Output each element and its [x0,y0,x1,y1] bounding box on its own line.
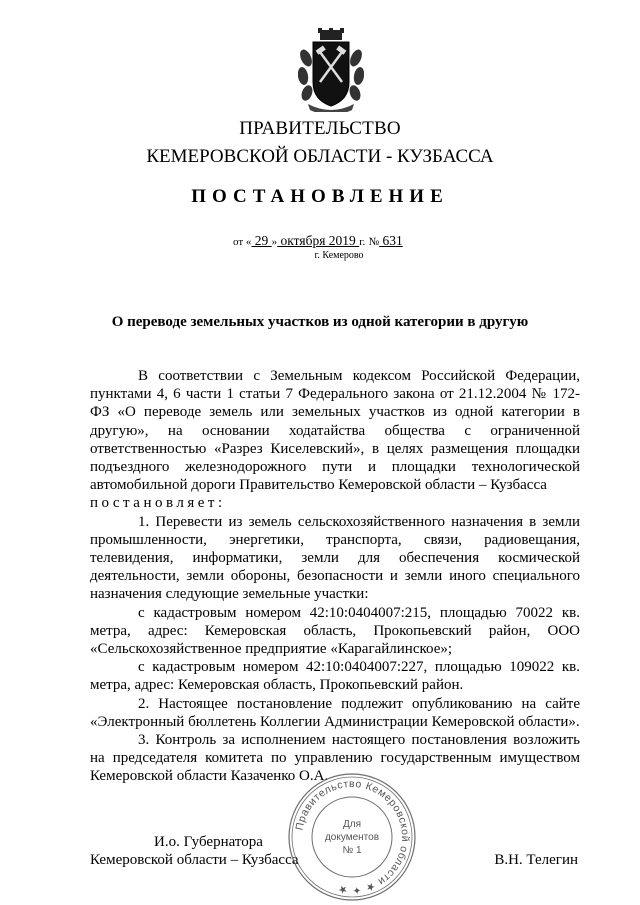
region-title: КЕМЕРОВСКОЙ ОБЛАСТИ - КУЗБАССА [146,146,494,167]
date-line [233,233,403,249]
item-1-paragraph: 1. Перевести из земель сельскохозяйственного назначения в земли промышленности, энергетики, транспорта, связи, радиовещания, телевидения, информатики, земли для обеспечения космической деятельности, земли обороны, безопасности и земли иного специального назначения следующие земельные участки: [90,513,580,603]
number-label: № [368,236,380,248]
date-day: 29 [251,233,272,248]
document-subject: О переводе земельных участков из одной категории в другую [111,314,529,330]
resolves-word: постановляет: [90,495,226,512]
parcel-2-paragraph: с кадастровым номером 42:10:0404007:227, площадью 109022 кв. метра, адрес: Кемеровская область, Прокопьевский район. [90,659,580,694]
city: г. Кемерово [314,250,364,261]
date-prefix: от « [233,236,252,248]
date-mid: » [271,236,278,248]
government-title: ПРАВИТЕЛЬСТВО [239,118,401,139]
document-body [90,367,580,786]
signer-region: Кемеровской области – Кузбасса [90,852,299,868]
svg-text:Правительство Кемеровской обла: Правительство Кемеровской области ★ ✦ ★ [293,777,412,897]
svg-text:документов: документов [324,832,380,843]
date-year-suffix: г. [359,236,366,248]
document-type: ПОСТАНОВЛЕНИЕ [191,186,449,207]
official-seal-stamp [286,771,418,903]
preamble-paragraph: В соответствии с Земельным кодексом Российской Федерации, пунктами 4, 6 части 1 статьи 7 Федерального закона от 21.12.2004 № 172-ФЗ «О переводе земель или земельных участков из одной категории в другую», на основании ходатайства общества с ограниченной ответственностью «Разрез Киселевский», в целях размещения площадки подъездного железнодорожного пути и площадки технологической автомобильной дороги Правительство Кемеровской области – Кузбасса [90,368,580,494]
parcel-1-paragraph: с кадастровым номером 42:10:0404007:215, площадью 70022 кв. метра, адрес: Кемеровская область, Прокопьевский район, ООО «Сельскохозяйственное предприятие «Карагайлинское»; [90,604,580,658]
item-3-paragraph: 3. Контроль за исполнением настоящего постановления возложить на председателя комитета по управлению государственным имуществом Кемеровской области Казаченко О.А. [90,732,580,785]
item-2-paragraph: 2. Настоящее постановление подлежит опубликованию на сайте «Электронный бюллетень Коллегии Администрации Кемеровской области». [90,695,580,730]
date-month-year: октября 2019 [277,233,360,248]
document-number: 631 [379,233,403,248]
coat-of-arms-icon [298,28,364,112]
signer-name: В.Н. Телегин [494,852,578,868]
svg-text:№ 1: № 1 [342,845,362,856]
signer-position: И.о. Губернатора [154,834,263,850]
svg-text:Для: Для [342,819,362,830]
